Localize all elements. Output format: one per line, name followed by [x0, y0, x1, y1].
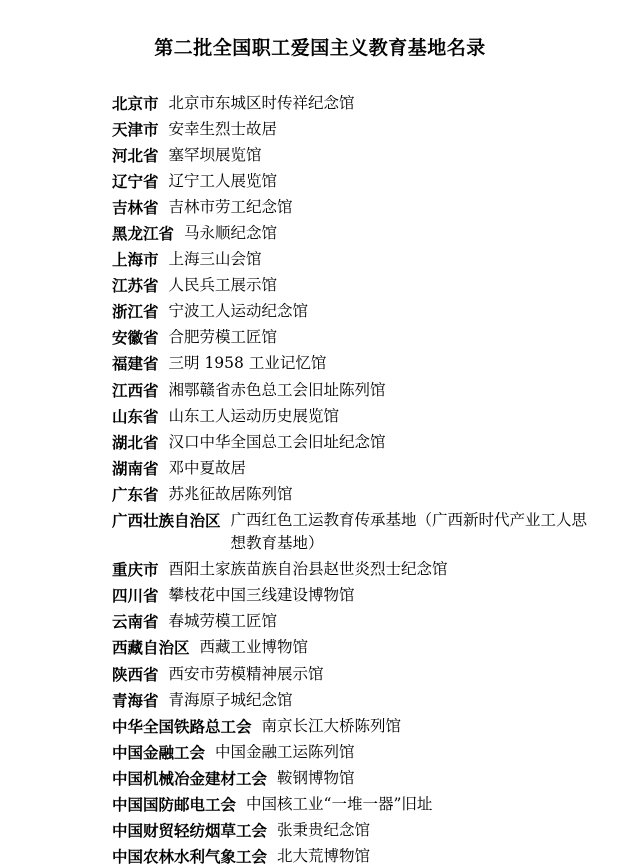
entry-region: 青海省: [112, 690, 159, 710]
list-item: [112, 379, 600, 403]
list-item: [112, 457, 600, 481]
list-item: [112, 767, 600, 791]
entry-region: 辽宁省: [112, 172, 159, 192]
entry-region: 湖南省: [112, 458, 159, 478]
list-item: [112, 326, 600, 350]
list-item: [112, 509, 600, 556]
list-item: [112, 352, 600, 376]
entry-region: 安徽省: [112, 328, 159, 348]
list-item: [112, 845, 600, 868]
entry-name: 上海三山会馆: [168, 250, 262, 269]
entry-name: 西藏工业博物馆: [199, 638, 309, 657]
entry-name: 合肥劳模工匠馆: [168, 328, 278, 347]
entry-name: 吉林市劳工纪念馆: [168, 198, 293, 217]
list-item: [112, 610, 600, 634]
entry-region: 天津市: [112, 120, 159, 140]
list-item: [112, 663, 600, 687]
entry-region: 黑龙江省: [112, 224, 175, 244]
entry-name: 酉阳土家族苗族自治县赵世炎烈士纪念馆: [168, 560, 448, 579]
list-item: [112, 689, 600, 713]
list-item: [112, 196, 600, 220]
entry-region: 中国金融工会: [112, 742, 206, 762]
list-item: [112, 222, 600, 246]
entry-region: 上海市: [112, 250, 159, 270]
entry-name: 山东工人运动历史展览馆: [168, 406, 340, 425]
entry-name: 汉口中华全国总工会旧址纪念馆: [168, 432, 386, 451]
entry-region: 中国财贸轻纺烟草工会: [112, 820, 268, 840]
entry-name: 张秉贵纪念馆: [277, 820, 371, 839]
entry-name: 北京市东城区时传祥纪念馆: [168, 94, 355, 112]
entry-name: 鞍钢博物馆: [277, 768, 355, 787]
entry-region: 中华全国铁路总工会: [112, 716, 252, 736]
entry-region: 中国机械冶金建材工会: [112, 768, 268, 788]
list-item: [112, 636, 600, 660]
entry-region: 云南省: [112, 612, 159, 632]
entry-name: 湘鄂赣省赤色总工会旧址陈列馆: [168, 380, 386, 399]
list-item: [112, 144, 600, 168]
list-item: [112, 274, 600, 298]
list-item: [112, 741, 600, 765]
entry-list: [0, 60, 640, 868]
entry-name: 中国核工业“一堆一器”旧址: [246, 794, 433, 813]
entry-name: 青海原子城纪念馆: [168, 690, 293, 709]
entry-name: 人民兵工展示馆: [168, 276, 278, 295]
entry-region: 广西壮族自治区: [112, 510, 221, 530]
list-item: [112, 793, 600, 817]
entry-region: 中国国防邮电工会: [112, 794, 237, 814]
entry-name: 宁波工人运动纪念馆: [168, 302, 309, 321]
entry-name: 邓中夏故居: [168, 458, 247, 477]
entry-region: 河北省: [112, 146, 159, 166]
entry-region: 江苏省: [112, 276, 159, 296]
entry-region: 湖北省: [112, 432, 159, 452]
entry-name: 西安市劳模精神展示馆: [168, 664, 324, 683]
entry-region: 广东省: [112, 484, 159, 504]
entry-name: 安幸生烈士故居: [168, 120, 278, 139]
list-item: [112, 92, 600, 116]
entry-region: 中国农林水利气象工会: [112, 846, 268, 866]
entry-name: 辽宁工人展览馆: [168, 172, 278, 191]
entry-region: 陕西省: [112, 664, 159, 684]
entry-name: 南京长江大桥陈列馆: [261, 716, 402, 735]
entry-name: 攀枝花中国三线建设博物馆: [168, 586, 355, 605]
page-title: 第二批全国职工爱国主义教育基地名录: [154, 37, 486, 59]
entry-name: 广西红色工运教育传承基地（广西新时代产业工人思想教育基地）: [230, 510, 588, 553]
entry-name: 三明 1958 工业记忆馆: [168, 354, 327, 373]
entry-region: 吉林省: [112, 198, 159, 218]
list-item: [112, 715, 600, 739]
entry-name: 中国金融工运陈列馆: [215, 742, 355, 761]
list-item: [112, 584, 600, 608]
entry-region: 四川省: [112, 586, 159, 606]
entry-region: 浙江省: [112, 302, 159, 322]
list-item: [112, 405, 600, 429]
entry-name: 苏兆征故居陈列馆: [168, 484, 293, 503]
entry-region: 江西省: [112, 380, 159, 400]
entry-region: 西藏自治区: [112, 638, 190, 658]
list-item: [112, 300, 600, 324]
list-item: [112, 118, 600, 142]
entry-region: 福建省: [112, 354, 159, 374]
list-item: [112, 431, 600, 455]
list-item: [112, 483, 600, 507]
entry-region: 北京市: [112, 94, 159, 113]
entry-region: 重庆市: [112, 560, 159, 580]
entry-name: 春城劳模工匠馆: [168, 612, 278, 631]
entry-name: 马永顺纪念馆: [184, 224, 278, 243]
list-item: [112, 170, 600, 194]
list-item: [112, 558, 600, 582]
entry-name: 塞罕坝展览馆: [168, 146, 262, 165]
entry-region: 山东省: [112, 406, 159, 426]
list-item: [112, 819, 600, 843]
entry-name: 北大荒博物馆: [277, 846, 371, 865]
list-item: [112, 248, 600, 272]
